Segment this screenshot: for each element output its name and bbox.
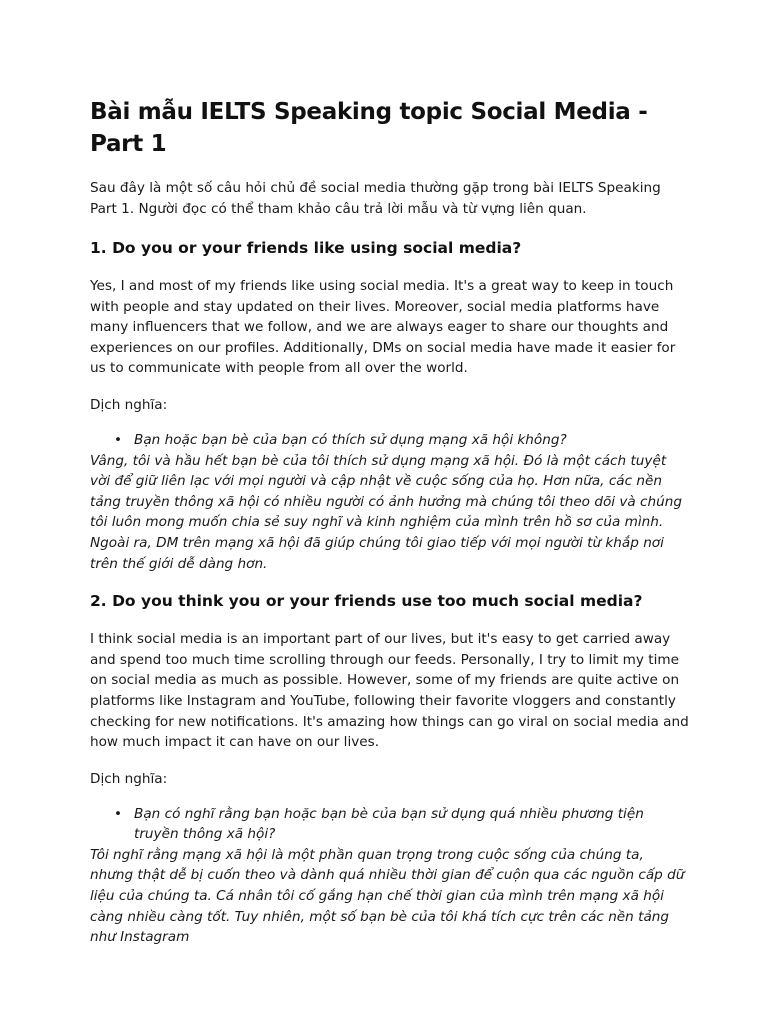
translation-question-item <box>114 430 690 451</box>
question-section-1 <box>90 237 690 574</box>
page-title: Bài mẫu IELTS Speaking topic Social Media - Part 1 <box>90 99 648 157</box>
translation-label: Dịch nghĩa: <box>90 396 168 413</box>
question-heading: 1. Do you or your friends like using social media? <box>90 239 522 257</box>
sample-answer: I think social media is an important part of our lives, but it's easy to get carried away and spend too much time scrolling through our feeds. Personally, I try to limit my time on social media as much as possible. However, some of my friends are quite active on platforms like Instagram and YouTube, following their favorite vloggers and constantly checking for new notifications. It's amazing how things can go viral on social media and how much impact it can have on our lives. <box>90 631 689 751</box>
translation-question-item <box>114 804 690 845</box>
translation-question-list <box>90 430 690 451</box>
translation-question: Bạn có nghĩ rằng bạn hoặc bạn bè của bạn sử dụng quá nhiều phương tiện truyền thông xã hội? <box>134 805 644 843</box>
bullet-icon: • <box>114 805 123 822</box>
intro-paragraph: Sau đây là một số câu hỏi chủ đề social media thường gặp trong bài IELTS Speaking Part 1. Người đọc có thể tham khảo câu trả lời mẫu và từ vựng liên quan. <box>90 180 661 217</box>
question-heading: 2. Do you think you or your friends use too much social media? <box>90 592 643 611</box>
bullet-icon: • <box>114 431 123 448</box>
question-section-2 <box>90 590 690 948</box>
document-page <box>90 96 690 964</box>
sample-answer: Yes, I and most of my friends like using social media. It's a great way to keep in touch with people and stay updated on their lives. Moreover, social media platforms have many influencers that we follow, and we are always eager to share our thoughts and experiences on our profiles. Additionally, DMs on social media have made it easier for us to communicate with people from all over the world. <box>90 278 676 377</box>
translation-question: Bạn hoặc bạn bè của bạn có thích sử dụng mạng xã hội không? <box>134 431 567 448</box>
translation-question-list <box>90 804 690 845</box>
translation-label: Dịch nghĩa: <box>90 770 168 787</box>
translation-answer: Vâng, tôi và hầu hết bạn bè của tôi thích sử dụng mạng xã hội. Đó là một cách tuyệt vời để giữ liên lạc với mọi người và cập nhật về cuộc sống của họ. Hơn nữa, các nền tảng truyền thông xã hội có nhiều người có ảnh hưởng mà chúng tôi theo dõi và chúng tôi luôn mong muốn chia sẻ suy nghĩ và kinh nghiệm của mình trên hồ sơ của mình. Ngoài ra, DM trên mạng xã hội đã giúp chúng tôi giao tiếp với mọi người từ khắp nơi trên thế giới dễ dàng hơn. <box>90 452 683 572</box>
translation-answer: Tôi nghĩ rằng mạng xã hội là một phần quan trọng trong cuộc sống của chúng ta, nhưng thật dễ bị cuốn theo và dành quá nhiều thời gian để cuộn qua các nguồn cấp dữ liệu của chúng ta. Cá nhân tôi cố gắng hạn chế thời gian của mình trên mạng xã hội càng nhiều càng tốt. Tuy nhiên, một số bạn bè của tôi khá tích cực trên các nền tảng như Instagram <box>90 846 685 946</box>
